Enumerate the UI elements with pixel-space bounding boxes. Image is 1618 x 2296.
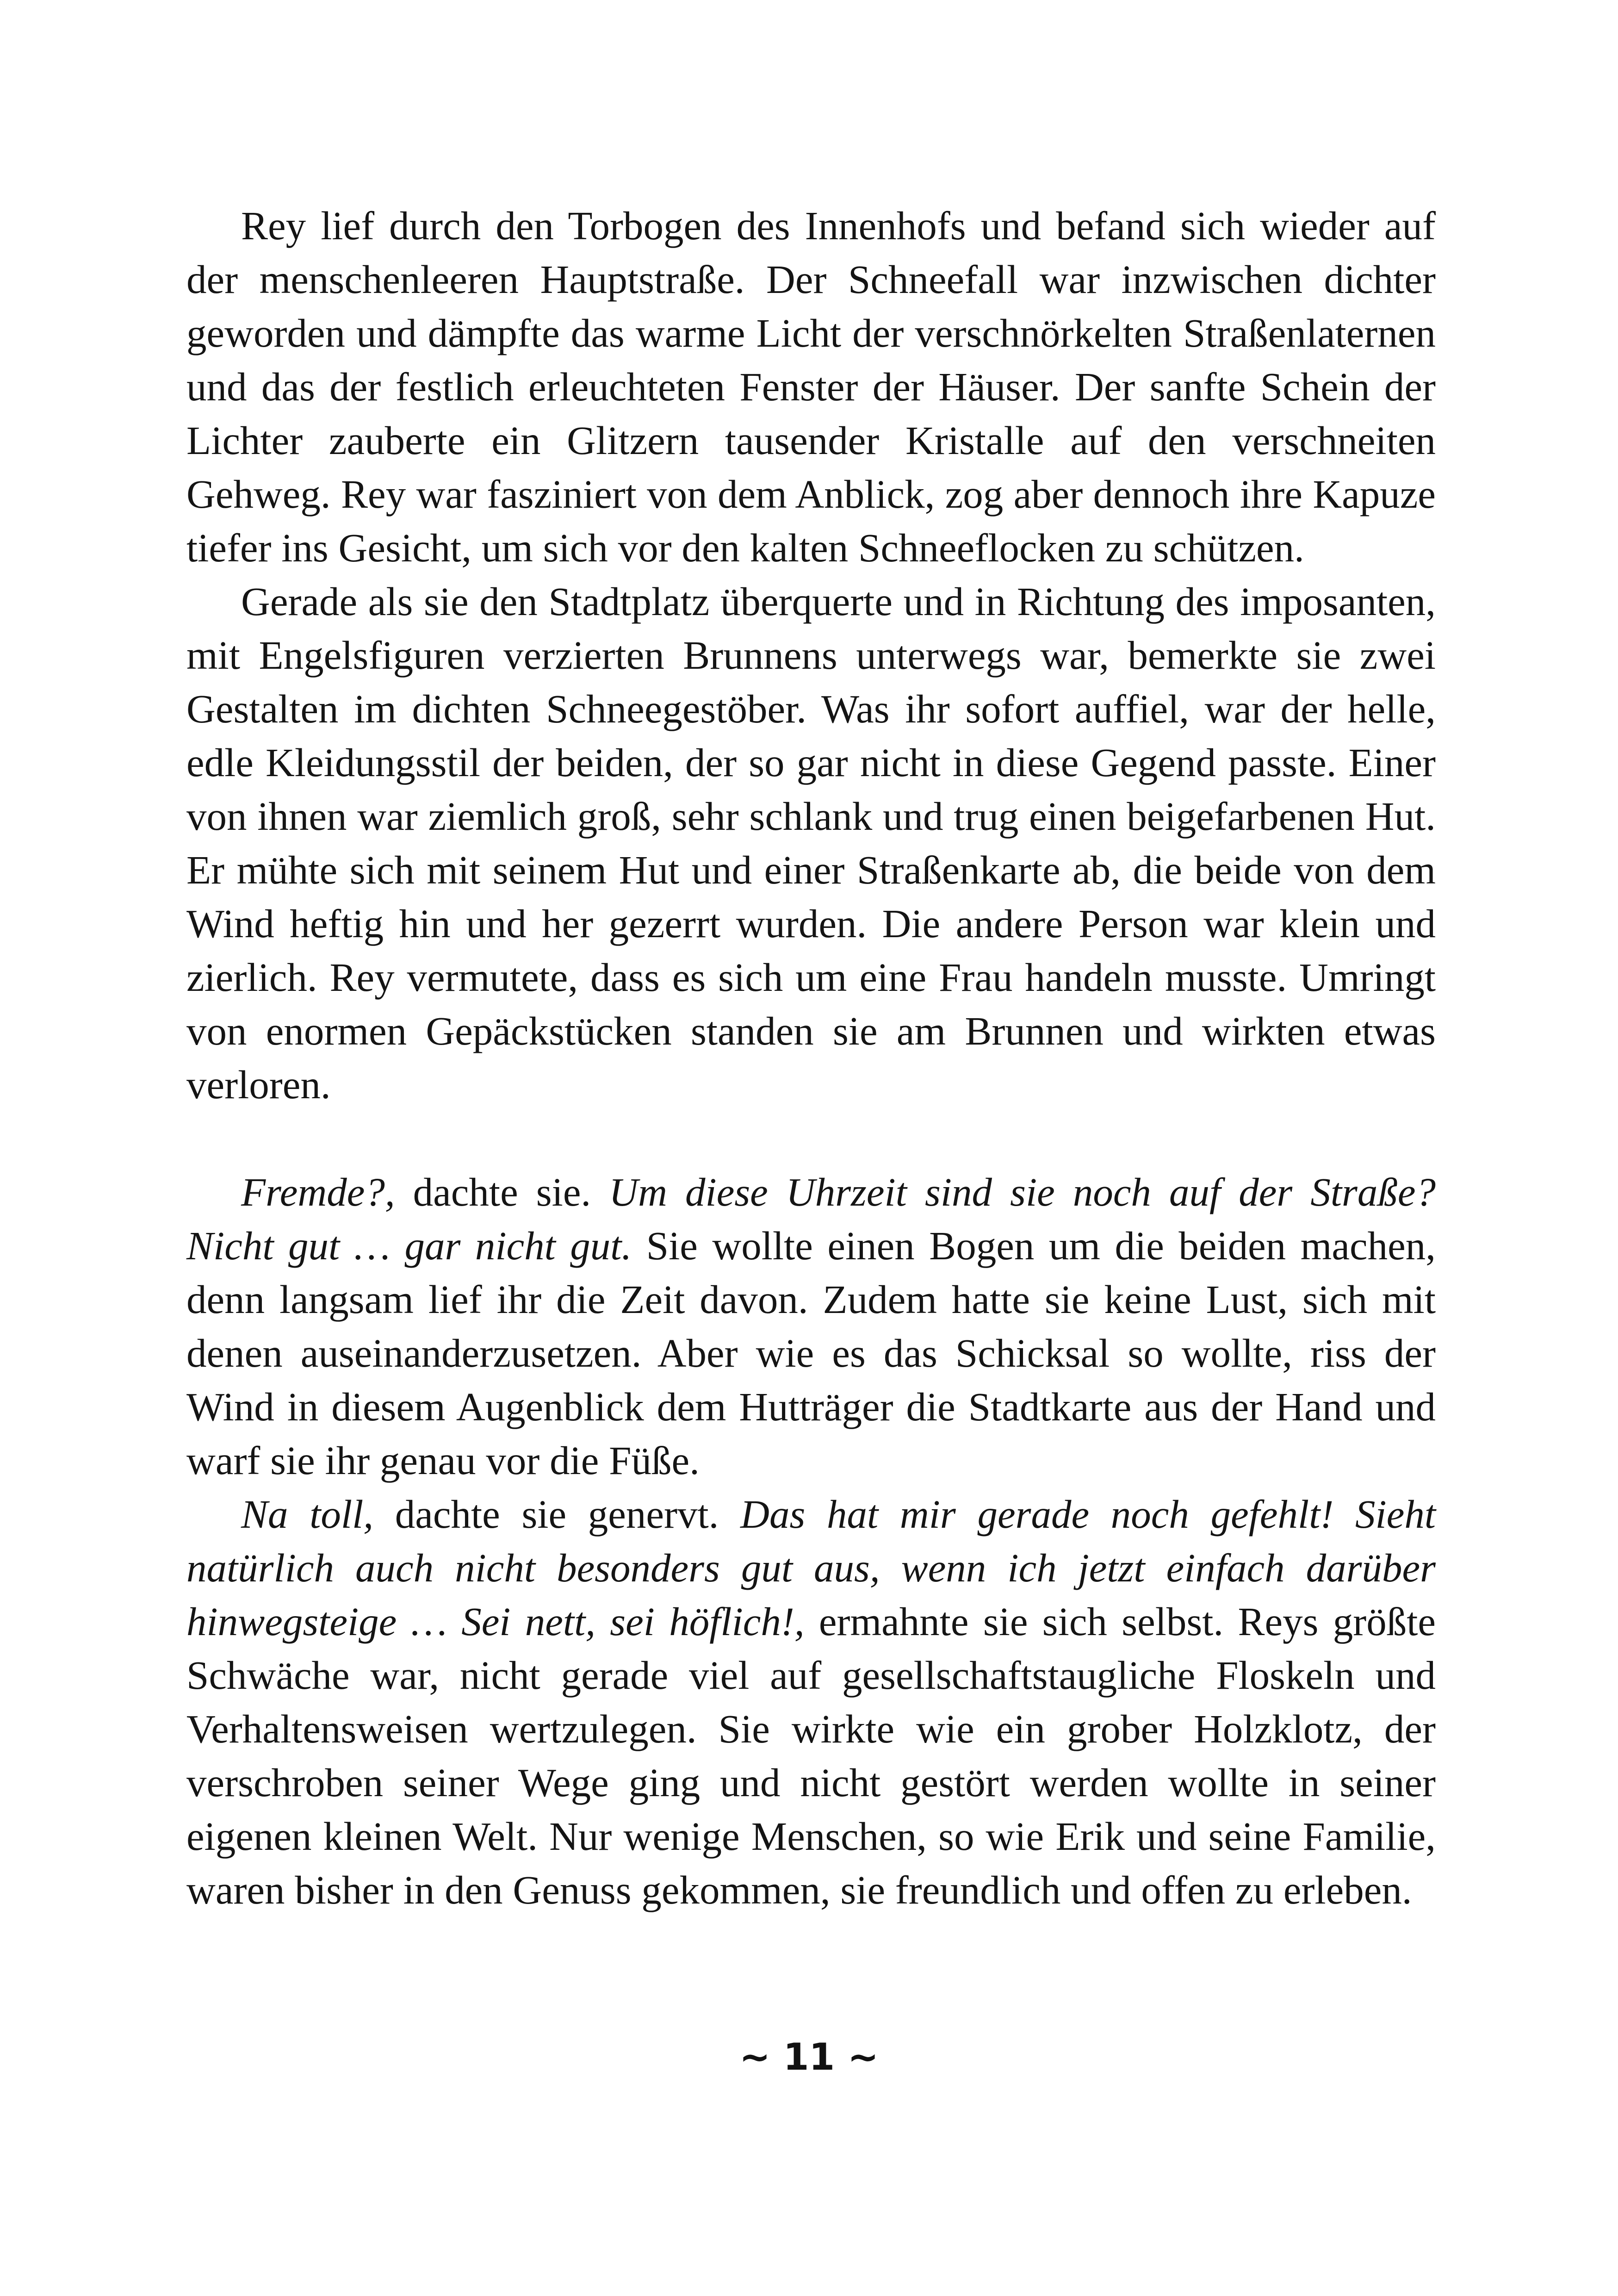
paragraph (186, 199, 1436, 575)
paragraph (186, 1165, 1436, 1487)
inner-thought: Na toll, (241, 1492, 374, 1537)
paragraph-text: Gerade als sie den Stadtplatz überquerte und in Richtung des imposanten, mit Engelsfiguren verzierten Brunnens unterwegs war, bemerkte sie zwei Gestalten im dichten Schneegestöber. Was ihr sofort auffiel, war der helle, edle Kleidungsstil der beiden, der so gar nicht in diese Gegend passte. Einer von ihnen war ziemlich groß, sehr schlank und trug einen beigefarbenen Hut. Er mühte sich mit seinem Hut und einer Straßenkarte ab, die beide von dem Wind heftig hin und her gezerrt wurden. Die andere Person war klein und zierlich. Rey vermutete, dass es sich um eine Frau handeln musste. Umringt von enormen Gepäckstücken standen sie am Brunnen und wirkten etwas verloren. (186, 579, 1436, 1107)
paragraph-text: ermahnte sie sich selbst. Reys größte Schwäche war, nicht gerade viel auf gesellschaftstaugliche Floskeln und Verhaltensweisen wertzulegen. Sie wirkte wie ein grober Holzklotz, der verschroben seiner Wege ging und nicht gestört werden wollte in seiner eigenen kleinen Welt. Nur wenige Menschen, so wie Erik und seine Familie, waren bisher in den Genuss gekommen, sie freundlich und offen zu erleben. (186, 1599, 1436, 1912)
paragraph-text: dachte sie. (395, 1170, 609, 1214)
paragraph-text: Sie wollte einen Bogen um die beiden machen, denn langsam lief ihr die Zeit davon. Zudem hatte sie keine Lust, sich mit denen auseinanderzusetzen. Aber wie es das Schicksal so wollte, riss der Wind in diesem Augenblick dem Hutträger die Stadtkarte aus der Hand und warf sie ihr genau vor die Füße. (186, 1223, 1436, 1483)
inner-thought: Fremde?, (241, 1170, 395, 1214)
section-break (186, 1112, 1436, 1165)
paragraph (186, 575, 1436, 1112)
inner-thought: Um diese Uhrzeit sind sie noch auf der Straße? Nicht gut … gar nicht gut. (186, 1170, 1436, 1268)
page-number: ~ 11 ~ (739, 2035, 879, 2078)
paragraph-text: Rey lief durch den Torbogen des Innenhofs und befand sich wieder auf der menschenleeren Hauptstraße. Der Schneefall war inzwischen dichter geworden und dämpfte das warme Licht der verschnörkelten Straßenlaternen und das der festlich erleuchteten Fenster der Häuser. Der sanfte Schein der Lichter zauberte ein Glitzern tausender Kristalle auf den verschneiten Gehweg. Rey war fasziniert von dem Anblick, zog aber dennoch ihre Kapuze tiefer ins Gesicht, um sich vor den kalten Schneeflocken zu schützen. (186, 203, 1436, 570)
paragraph-text: dachte sie genervt. (373, 1492, 741, 1537)
body-text (186, 199, 1436, 1917)
inner-thought: Das hat mir gerade noch gefehlt! Sieht natürlich auch nicht besonders gut aus, wenn ich jetzt einfach darüber hinwegsteige … Sei nett, sei höflich!, (186, 1492, 1436, 1644)
paragraph (186, 1487, 1436, 1917)
